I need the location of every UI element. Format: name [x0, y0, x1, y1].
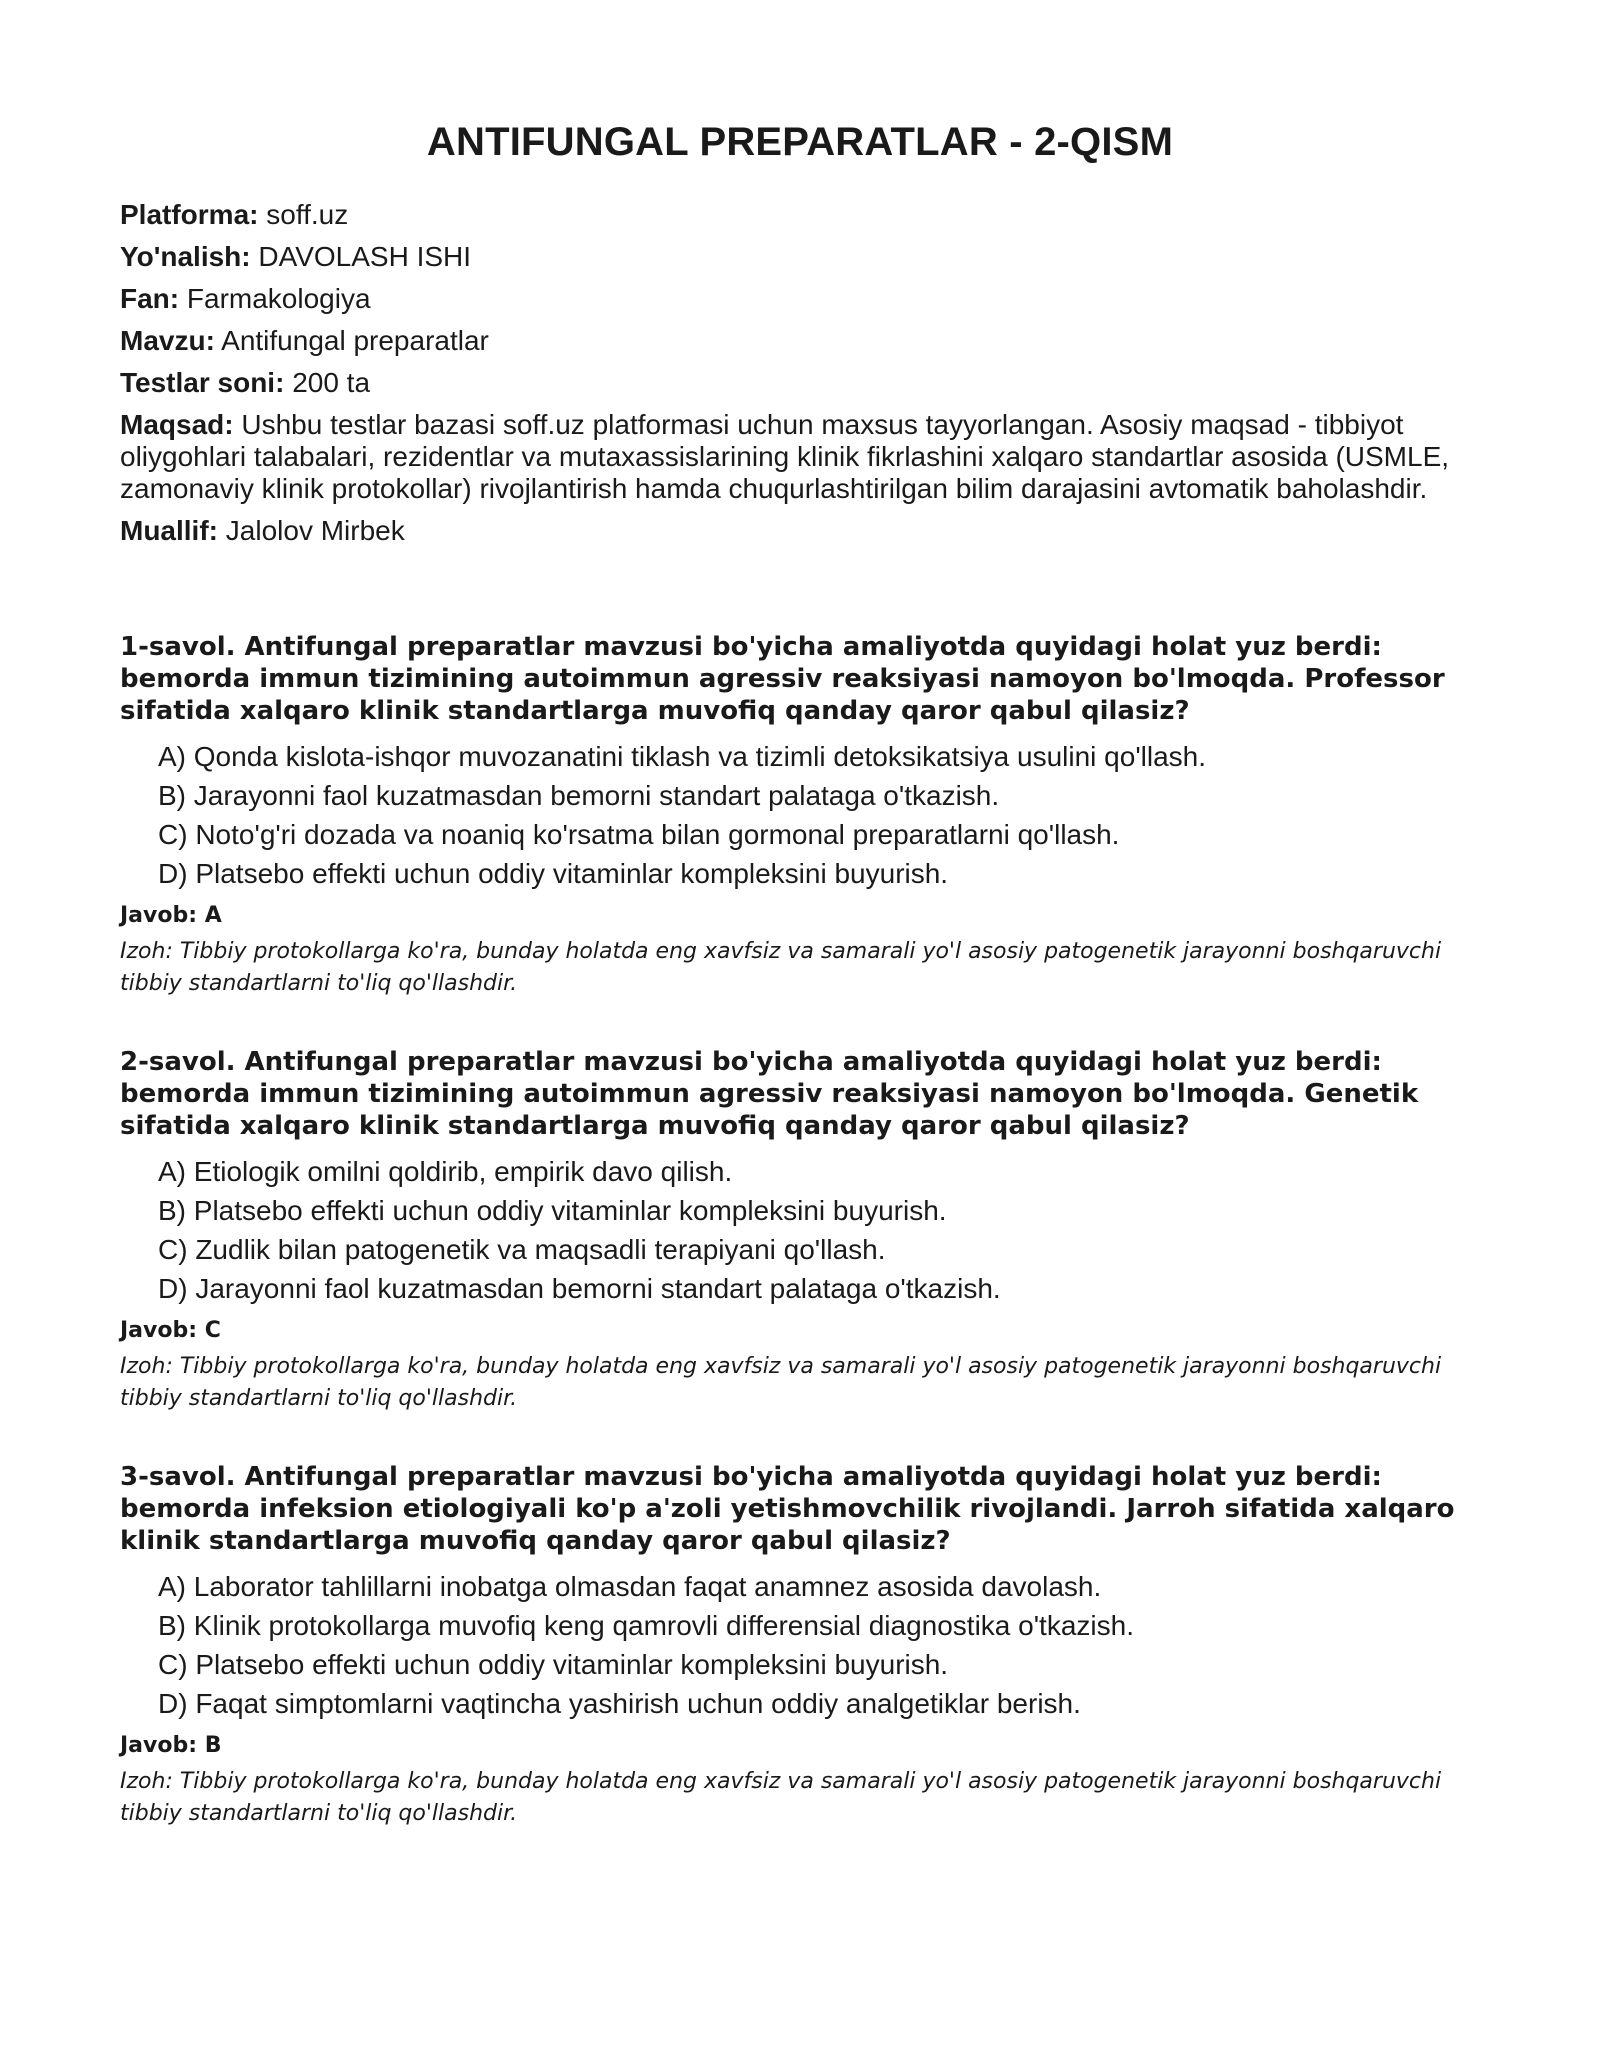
correct-answer: Javob: B [120, 1733, 222, 1758]
option-b: B) Jarayonni faol kuzatmasdan bemorni standart palataga o'tkazish. [158, 780, 1000, 811]
meta-value: Ushbu testlar bazasi soff.uz platformasi uchun maxsus tayyorlangan. Asosiy maqsad - tibbiyot oliygohlari talabalari, rezidentlar va mutaxassislarining klinik fikrlashini xalqaro standartlar asosida (USMLE, zamonaviy klinik protokollar) rivojlantirish hamda chuqurlashtirilgan bilim darajasini avtomatik baholashdir. [120, 409, 1450, 504]
meta-author [120, 515, 1480, 547]
meta-label: Platforma: [120, 199, 259, 230]
option-c: C) Noto'g'ri dozada va noaniq ko'rsatma bilan gormonal preparatlarni qo'llash. [158, 819, 1120, 850]
meta-label: Mavzu: [120, 325, 215, 356]
option-c: C) Zudlik bilan patogenetik va maqsadli terapiyani qo'llash. [158, 1234, 886, 1265]
meta-label: Yo'nalish: [120, 241, 251, 272]
meta-value: Antifungal preparatlar [221, 325, 489, 356]
meta-test-count [120, 367, 1480, 399]
option-a: A) Qonda kislota-ishqor muvozanatini tiklash va tizimli detoksikatsiya usulini qo'llash. [158, 741, 1207, 772]
question-list [120, 631, 1480, 1830]
answer-options [120, 741, 1480, 890]
option-a: A) Etiologik omilni qoldirib, empirik davo qilish. [158, 1156, 733, 1187]
meta-direction [120, 241, 1480, 273]
document-meta [120, 199, 1480, 547]
answer-explanation: Izoh: Tibbiy protokollarga ko'ra, bunday holatda eng xavfsiz va samarali yo'l asosiy patogenetik jarayonni boshqaruvchi tibbiy standartlarni to'liq qo'llashdir. [120, 939, 1442, 996]
question-text: 1-savol. Antifungal preparatlar mavzusi bo'yicha amaliyotda quyidagi holat yuz berdi: bemorda immun tizimining autoimmun agressiv reaksiyasi namoyon bo'lmoqda. Professor sifatida xalqaro klinik standartlarga muvofiq qanday qaror qabul qilasiz? [120, 632, 1445, 726]
meta-value: DAVOLASH ISHI [258, 241, 472, 272]
option-b: B) Platsebo effekti uchun oddiy vitaminlar kompleksini buyurish. [158, 1195, 947, 1226]
correct-answer: Javob: C [120, 1318, 221, 1343]
answer-explanation: Izoh: Tibbiy protokollarga ko'ra, bunday holatda eng xavfsiz va samarali yo'l asosiy patogenetik jarayonni boshqaruvchi tibbiy standartlarni to'liq qo'llashdir. [120, 1769, 1442, 1826]
option-d: D) Faqat simptomlarni vaqtincha yashirish uchun oddiy analgetiklar berish. [158, 1688, 1081, 1719]
question-text: 2-savol. Antifungal preparatlar mavzusi bo'yicha amaliyotda quyidagi holat yuz berdi: bemorda immun tizimining autoimmun agressiv reaksiyasi namoyon bo'lmoqda. Genetik sifatida xalqaro klinik standartlarga muvofiq qanday qaror qabul qilasiz? [120, 1047, 1419, 1141]
answer-explanation: Izoh: Tibbiy protokollarga ko'ra, bunday holatda eng xavfsiz va samarali yo'l asosiy patogenetik jarayonni boshqaruvchi tibbiy standartlarni to'liq qo'llashdir. [120, 1354, 1442, 1411]
question-2 [120, 1046, 1480, 1415]
meta-label: Muallif: [120, 515, 218, 546]
correct-answer: Javob: A [120, 903, 222, 928]
meta-value: Farmakologiya [186, 283, 371, 314]
meta-topic [120, 325, 1480, 357]
document-page [120, 120, 1480, 1876]
meta-value: soff.uz [266, 199, 349, 230]
meta-value: Jalolov Mirbek [225, 515, 405, 546]
meta-label: Maqsad: [120, 409, 234, 440]
meta-platform [120, 199, 1480, 231]
question-1 [120, 631, 1480, 1000]
question-3 [120, 1461, 1480, 1830]
answer-options [120, 1571, 1480, 1720]
meta-purpose [120, 409, 1480, 505]
meta-label: Fan: [120, 283, 180, 314]
meta-label: Testlar soni: [120, 367, 285, 398]
option-c: C) Platsebo effekti uchun oddiy vitaminlar kompleksini buyurish. [158, 1649, 949, 1680]
document-title: ANTIFUNGAL PREPARATLAR - 2-QISM [426, 120, 1174, 164]
option-d: D) Jarayonni faol kuzatmasdan bemorni standart palataga o'tkazish. [158, 1273, 1001, 1304]
option-b: B) Klinik protokollarga muvofiq keng qamrovli differensial diagnostika o'tkazish. [158, 1610, 1134, 1641]
meta-subject [120, 283, 1480, 315]
answer-options [120, 1156, 1480, 1305]
meta-value: 200 ta [292, 367, 371, 398]
option-d: D) Platsebo effekti uchun oddiy vitaminlar kompleksini buyurish. [158, 858, 949, 889]
option-a: A) Laborator tahlillarni inobatga olmasdan faqat anamnez asosida davolash. [158, 1571, 1102, 1602]
question-text: 3-savol. Antifungal preparatlar mavzusi bo'yicha amaliyotda quyidagi holat yuz berdi: bemorda infeksion etiologiyali ko'p a'zoli yetishmovchilik rivojlandi. Jarroh sifatida xalqaro klinik standartlarga muvofiq qanday qaror qabul qilasiz? [120, 1462, 1455, 1556]
